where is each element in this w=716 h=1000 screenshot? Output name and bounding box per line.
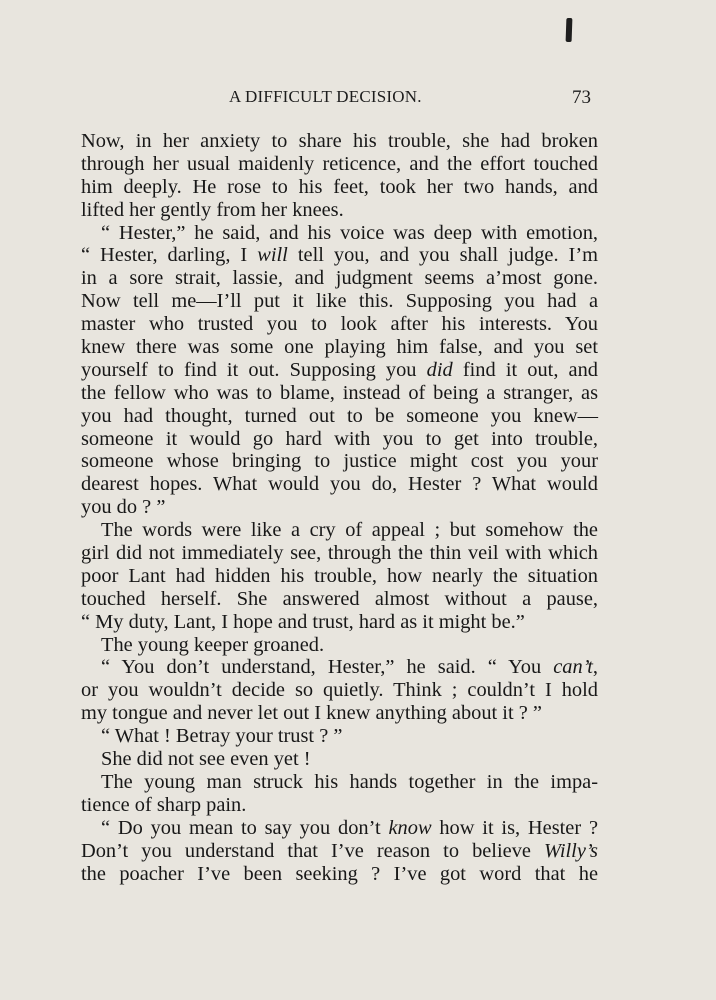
text-segment: my tongue and never let out I knew anything about it ? ” xyxy=(81,702,542,725)
text-line xyxy=(81,222,598,245)
italic-text: did xyxy=(426,358,453,381)
text-line xyxy=(81,542,598,565)
text-line xyxy=(81,519,598,542)
text-line xyxy=(81,679,598,702)
text-line xyxy=(81,565,598,588)
text-line xyxy=(81,611,598,634)
text-line xyxy=(81,428,598,451)
text-segment: “ What ! Betray your trust ? ” xyxy=(101,725,343,748)
text-segment: tience of sharp pain. xyxy=(81,793,247,816)
text-line xyxy=(81,748,598,771)
text-segment: him deeply. He rose to his feet, took her two hands, and xyxy=(81,175,598,198)
italic-text: Willy’s xyxy=(543,839,598,862)
text-segment: find it out, and xyxy=(452,358,599,381)
running-title: A DIFFICULT DECISION. xyxy=(229,87,422,106)
text-segment: girl did not immediately see, through the thin veil with which xyxy=(81,542,598,565)
text-segment: She did not see even yet ! xyxy=(101,748,311,771)
text-segment: poor Lant had hidden his trouble, how nearly the situation xyxy=(81,564,598,587)
text-segment: The young keeper groaned. xyxy=(101,633,325,656)
text-line xyxy=(81,794,598,817)
text-line xyxy=(81,290,598,313)
ink-mark xyxy=(566,18,573,42)
italic-text: can’t xyxy=(553,656,593,679)
text-line xyxy=(81,244,598,267)
text-segment: someone it would go hard with you to get into trouble, xyxy=(81,427,598,450)
text-line xyxy=(81,771,598,794)
text-line xyxy=(81,199,598,222)
text-segment: “ Do you mean to say you don’t xyxy=(101,816,389,839)
text-line xyxy=(81,863,598,886)
text-segment: the fellow who was to blame, instead of being a stranger, as xyxy=(81,381,598,404)
text-line xyxy=(81,656,598,679)
text-segment: or you wouldn’t decide so quietly. Think ; couldn’t I hold xyxy=(81,679,598,702)
text-segment: how it is, Hester ? xyxy=(431,816,599,839)
text-segment: , xyxy=(592,656,598,679)
text-segment: dearest hopes. What would you do, Hester ? What would xyxy=(81,473,598,496)
text-line xyxy=(81,153,598,176)
page-header xyxy=(0,87,716,113)
text-segment: “ My duty, Lant, I hope and trust, hard as it might be.” xyxy=(81,610,525,633)
text-segment: you do ? ” xyxy=(81,496,166,519)
text-line xyxy=(81,382,598,405)
text-segment: in a sore strait, lassie, and judgment seems a’most gone. xyxy=(81,267,598,290)
text-line xyxy=(81,359,598,382)
text-line xyxy=(81,496,598,519)
text-line xyxy=(81,130,598,153)
text-line xyxy=(81,267,598,290)
text-line xyxy=(81,634,598,657)
text-segment: Don’t you understand that I’ve reason to believe xyxy=(81,839,544,862)
text-line xyxy=(81,176,598,199)
text-line xyxy=(81,725,598,748)
text-segment: through her usual maidenly reticence, and the effort touched xyxy=(81,152,598,175)
text-segment: Now, in her anxiety to share his trouble, she had broken xyxy=(81,130,598,152)
text-segment: yourself to find it out. Supposing you xyxy=(81,358,427,381)
text-segment: “ You don’t understand, Hester,” he said. “ You xyxy=(101,656,554,679)
text-line xyxy=(81,313,598,336)
text-segment: tell you, and you shall judge. I’m xyxy=(287,244,598,267)
text-line xyxy=(81,840,598,863)
italic-text: will xyxy=(257,244,288,267)
text-line xyxy=(81,702,598,725)
text-segment: “ Hester, darling, I xyxy=(81,244,258,267)
text-segment: The young man struck his hands together in the impa- xyxy=(101,770,598,793)
text-segment: someone whose bringing to justice might cost you your xyxy=(81,450,598,473)
text-segment: knew there was some one playing him false, and you set xyxy=(81,336,598,359)
text-segment: “ Hester,” he said, and his voice was deep with emotion, xyxy=(101,221,598,244)
text-line xyxy=(81,473,598,496)
text-segment: you had thought, turned out to be someone you knew— xyxy=(81,404,598,427)
text-segment: touched herself. She answered almost without a pause, xyxy=(81,587,598,610)
text-segment: lifted her gently from her knees. xyxy=(81,198,344,221)
text-segment: the poacher I’ve been seeking ? I’ve got word that he xyxy=(81,862,598,885)
body-text xyxy=(81,130,598,885)
italic-text: know xyxy=(388,816,432,839)
page-number: 73 xyxy=(572,87,591,108)
text-segment: The words were like a cry of appeal ; but somehow the xyxy=(101,519,598,542)
text-segment: Now tell me—I’ll put it like this. Supposing you had a xyxy=(81,290,598,313)
text-line xyxy=(81,450,598,473)
text-segment: master who trusted you to look after his interests. You xyxy=(81,313,598,336)
text-line xyxy=(81,405,598,428)
text-line xyxy=(81,336,598,359)
text-line xyxy=(81,817,598,840)
text-line xyxy=(81,588,598,611)
